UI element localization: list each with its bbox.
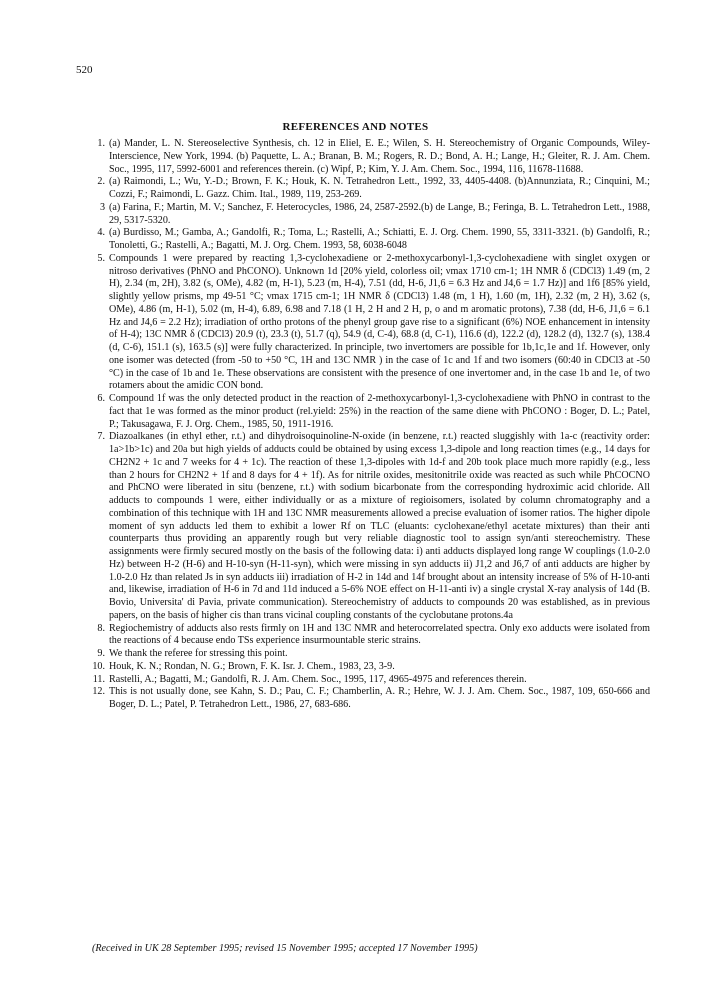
reference-text: Diazoalkanes (in ethyl ether, r.t.) and dihydroisoquinoline-N-oxide (in benzene, r.t.) reacted sluggishly with 1a-c (reactivity order: 1a>1b>1c) and 20a but high yields of adducts could be obtained by using excess 1,3-dipole and long reaction times (e.g., 14 days for CH2N2 + 1c and 7 weeks for 4 + 1c). The reaction of these 1,3-dipoles with 1d-f and 20b took place much more rapidly (e.g., less than 2 hours for CH2N2 + 1f and 8 days for 4 + 1f). As for nitrile oxides, mesitonitrile oxide was reacted as such while PhCOCNO and PhCNO were liberated in situ (benzene, r.t.) with sodium bicarbonate from the corresponding hydroximic acid chloride. All adducts to compounds 1 were, either individually or as a mixture of regioisomers, isolated by column chromatography and a combination of this technique with 1H and 13C NMR measurements allowed a precise evaluation of isomer ratios. The higher dipole moment of syn adducts led them to exhibit a lower Rf on TLC (eluants: cyclohexane/ethyl acetate mixtures) than their anti counterparts thus providing an apparently rough but very reliable diagnostic tool to assign syn/anti stereochemistry. These assignments were firmly secured mostly on the basis of the following data: i) anti adducts displayed long range W couplings (1.0-2.0 Hz) between H-2 (H-6) and H-10-syn (H-11-syn), which were missing in syn adducts ii) J1,2 and J6,7 of anti adducts are higher by 1.0-2.0 Hz than related Js in syn adducts iii) irradiation of H-2 in 14d and 14f brought about an intensity increase of 5% of H-10-anti and, likewise, irradiation of H-6 in 7d and 11d induced a 5-6% NOE effect on H-11-anti iv) a single crystal X-ray analysis of 14d (B. Bovio, Universita' di Pavia, private communication). Stereochemistry of adducts to compounds 20 was established, as in previous papers, on the basis of higher cis than trans vicinal coupling constants of the cyclobutane protons.4a xyxy=(109,431,650,621)
reference-item xyxy=(76,661,650,674)
reference-number: 3 xyxy=(99,201,105,213)
reference-text: (a) Mander, L. N. Stereoselective Synthesis, ch. 12 in Eliel, E. E.; Wilen, S. H. Stereochemistry of Organic Compounds, Wiley-Interscience, New York, 1994. (b) Paquette, L. A.; Branan, B. M.; Rogers, R. D.; Bond, A. H.; Lange, H.; Gleiter, R. J. Am. Chem. Soc., 1995, 117, 5992-6001 and references therein. (c) Wipf, P.; Kim, Y. J. Am. Chem. Soc., 1994, 116, 11678-11688. xyxy=(109,138,650,175)
reference-text: We thank the referee for stressing this point. xyxy=(109,648,288,659)
reference-item xyxy=(76,253,650,393)
reference-text: Compound 1f was the only detected product in the reaction of 2-methoxycarbonyl-1,3-cyclohexadiene with PhNO in contrast to the fact that 1e was formed as the minor product (rel.yield: 25%) in the reaction of the same diene with PhCONO : Boger, D. L.; Patel, P.; Takusagawa, F. J. Org. Chem., 1985, 50, 1911-1916. xyxy=(109,393,650,430)
reference-text: Compounds 1 were prepared by reacting 1,3-cyclohexadiene or 2-methoxycarbonyl-1,3-cyclohexadiene with singlet oxygen or nitroso derivatives (PhNO and PhCONO). Unknown 1d [20% yield, colorless oil; νmax 1710 cm-1; 1H NMR δ (CDCl3) 1.49 (m, 2 H), 2.34 (m, 2H), 3.82 (s, OMe), 4.82 (m, H-1), 5.23 (m, H-4), 7.51 (dd, H-6, J1,6 = 6.3 Hz and J4,6 = 1.7 Hz)] and 1f6 [85% yield, slightly yellow prisms, mp 49-51 °C; νmax 1715 cm-1; 1H NMR δ (CDCl3) 1.48 (m, 1 H), 1.60 (m, 1H), 2.32 (m, 2 H), 3.62 (s, OMe), 4.86 (m, H-1), 5.02 (m, H-4), 6.89, 6.98 and 7.18 (1 H, 2 H and 2 H, p, o and m aromatic protons), 7.38 (dd, H-6, J1,6 = 6.1 Hz and J4,6 = 2.2 Hz); irradiation of ortho protons of the phenyl group gave rise to a significant (6%) NOE enhancement in intensity of H-4); 13C NMR δ (CDCl3) 20.9 (t), 23.3 (t), 51.7 (q), 54.9 (d, C-4), 68.8 (d, C-1), 116.6 (d), 122.2 (d), 128.2 (d), 132.7 (s), 138.4 (d, C-6), 151.1 (s), 163.5 (s)] were fully characterized. In principle, two invertomers are possible for 1b,1c,1e and 1f. However, only one isomer was detected (from -50 to +50 °C, 1H and 13C NMR ) in the case of 1c and 1f and two isomers (60:40 in CDCl3 at -50 °C) in the case of 1b and 1e. These observations are consistent with the presence of one invertomer and, in the case 1b and 1e, of two rotamers about the amidic CON bond. xyxy=(109,252,650,392)
reference-text: (a) Raimondi, L.; Wu, Y.-D.; Brown, F. K.; Houk, K. N. Tetrahedron Lett., 1992, 33, 4405-4408. (b)Annunziata, R.; Cinquini, M.; Cozzi, F.; Raimondi, L. Gazz. Chim. Ital., 1989, 119, 253-269. xyxy=(109,176,650,200)
reference-item xyxy=(76,176,650,202)
reference-text: Rastelli, A.; Bagatti, M.; Gandolfi, R. J. Am. Chem. Soc., 1995, 117, 4965-4975 and references therein. xyxy=(109,673,527,685)
reference-number: 5. xyxy=(97,252,105,264)
reference-item xyxy=(76,138,650,176)
reference-number: 4. xyxy=(97,227,105,239)
reference-number: 9. xyxy=(97,648,105,659)
reference-number: 6. xyxy=(97,393,105,404)
reference-number: 11. xyxy=(92,673,105,685)
reference-item xyxy=(76,686,650,712)
reference-item xyxy=(76,227,650,253)
reference-number: 12. xyxy=(92,686,105,698)
reference-item xyxy=(76,674,650,687)
reference-number: 7. xyxy=(97,431,105,443)
reference-text: Houk, K. N.; Rondan, N. G.; Brown, F. K. Isr. J. Chem., 1983, 23, 3-9. xyxy=(109,660,395,672)
reference-number: 2. xyxy=(97,176,105,188)
reference-item xyxy=(76,648,650,661)
reference-item xyxy=(76,623,650,649)
reference-number: 8. xyxy=(97,622,105,634)
page-number: 520 xyxy=(76,64,93,76)
reference-number: 1. xyxy=(97,138,105,149)
reference-text: (a) Burdisso, M.; Gamba, A.; Gandolfi, R.; Toma, L.; Rastelli, A.; Schiatti, E. J. Org. Chem. 1990, 55, 3311-3321. (b) Gandolfi, R.; Tonoletti, G.; Rastelli, A.; Bagatti, M. J. Org. Chem. 1993, 58, 6038-6048 xyxy=(109,227,650,251)
received-dates: (Received in UK 28 September 1995; revised 15 November 1995; accepted 17 November 1995) xyxy=(92,943,478,954)
reference-text: Regiochemistry of adducts also rests firmly on 1H and 13C NMR and heterocorrelated spectra. Only exo adducts were isolated from the reactions of 4 because endo TSs experience insurmountable steric strains. xyxy=(109,622,650,647)
reference-item xyxy=(76,431,650,622)
references-heading: REFERENCES AND NOTES xyxy=(282,121,429,133)
reference-text: This is not usually done, see Kahn, S. D.; Pau, C. F.; Chamberlin, A. R.; Hehre, W. J. J. Am. Chem. Soc., 1987, 109, 650-666 and Boger, D. L.; Patel, P. Tetrahedron Lett., 1986, 27, 683-686. xyxy=(109,686,650,710)
reference-item xyxy=(76,393,650,431)
reference-text: (a) Farina, F.; Martin, M. V.; Sanchez, F. Heterocycles, 1986, 24, 2587-2592.(b) de Lange, B.; Feringa, B. L. Tetrahedron Lett., 1988, 29, 5317-5320. xyxy=(109,201,650,226)
reference-item xyxy=(76,202,650,228)
reference-number: 10. xyxy=(92,660,105,672)
references-list xyxy=(76,138,650,712)
